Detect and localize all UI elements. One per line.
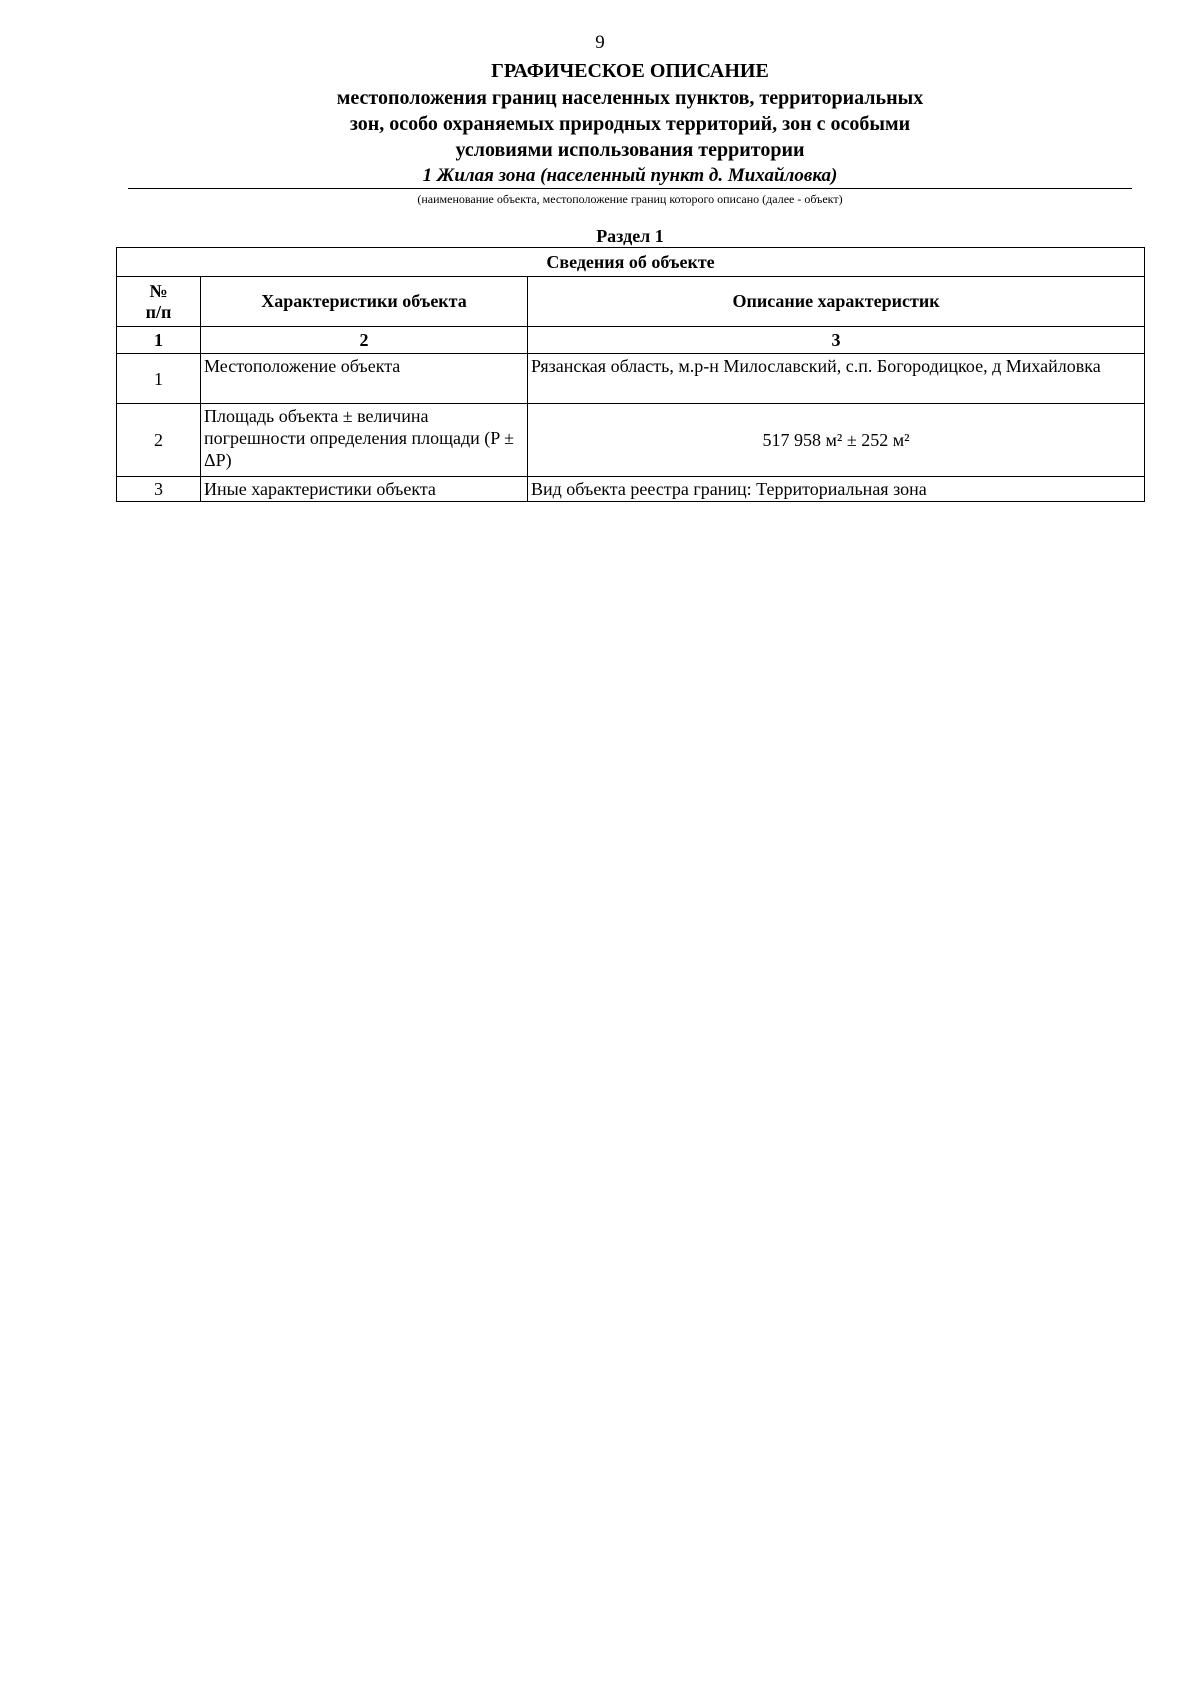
table-caption-row: [117, 248, 1145, 277]
column-number-row: [117, 327, 1145, 354]
column-header-number: № п/п: [117, 277, 201, 327]
document-subtitle-line: зон, особо охраняемых природных территорий, зон с особыми: [349, 113, 911, 135]
table-caption: Сведения об объекте: [117, 248, 1145, 277]
row-number: 1: [117, 354, 201, 404]
row-number: 2: [117, 404, 201, 477]
object-name-caption: (наименование объекта, местоположение границ которого описано (далее - объект): [417, 192, 843, 206]
row-description: Вид объекта реестра границ: Территориальная зона: [528, 477, 1145, 502]
column-number: 3: [528, 327, 1145, 354]
table-row: [117, 354, 1145, 404]
column-header-characteristic: Характеристики объекта: [201, 277, 528, 327]
row-description: 517 958 м² ± 252 м²: [528, 404, 1145, 477]
document-subtitle-line: местоположения границ населенных пунктов, территориальных: [336, 87, 924, 109]
row-characteristic: Местоположение объекта: [201, 354, 528, 404]
object-info-table: [116, 247, 1145, 502]
column-header-description: Описание характеристик: [528, 277, 1145, 327]
document-header: [0, 58, 1200, 189]
column-number: 2: [201, 327, 528, 354]
row-characteristic: Площадь объекта ± величина погрешности определения площади (P ± ΔP): [201, 404, 528, 477]
row-description: Рязанская область, м.р-н Милославский, с.п. Богородицкое, д Михайловка: [528, 354, 1145, 404]
object-name: 1 Жилая зона (населенный пункт д. Михайловка): [422, 165, 838, 186]
document-title: ГРАФИЧЕСКОЕ ОПИСАНИЕ: [491, 60, 769, 82]
row-number: 3: [117, 477, 201, 502]
table-row: [117, 477, 1145, 502]
document-subtitle-line: условиями использования территории: [455, 139, 805, 161]
object-name-underline: [128, 188, 1132, 189]
row-characteristic: Иные характеристики объекта: [201, 477, 528, 502]
column-number: 1: [117, 327, 201, 354]
page-number: 9: [595, 32, 605, 53]
table-row: [117, 404, 1145, 477]
table-header-row: [117, 277, 1145, 327]
section-title: Раздел 1: [596, 226, 664, 246]
